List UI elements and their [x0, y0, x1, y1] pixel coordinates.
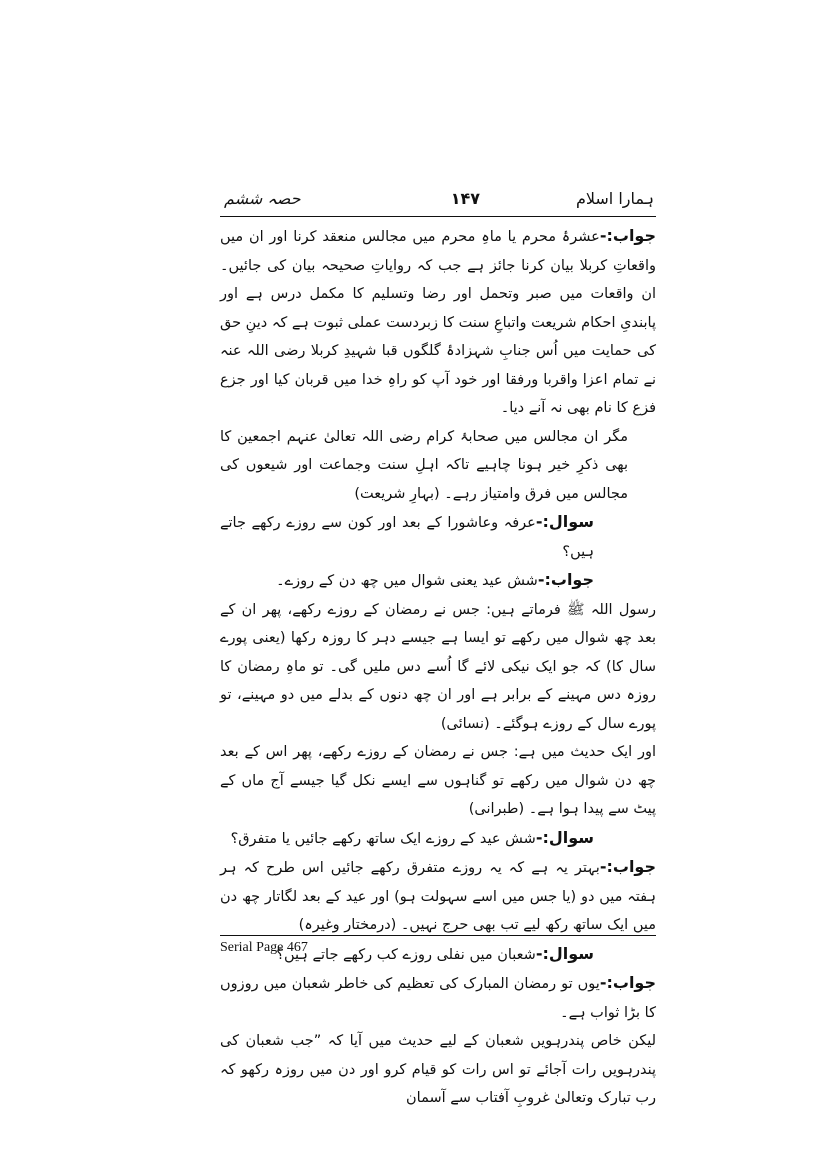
- paragraph-shaban-hadith: [220, 1027, 656, 1113]
- answer-label: جواب:-: [599, 226, 656, 245]
- book-page: [220, 176, 656, 1106]
- page-body: [220, 222, 656, 1113]
- paragraph-text: یوں تو رمضان المبارک کی تعظیم کی خاطر شعبان میں روزوں کا بڑا ثواب ہے۔: [220, 976, 656, 1021]
- question-label: سوال:-: [535, 943, 594, 963]
- paragraph-answer-shaban: [220, 969, 656, 1027]
- paragraph-text: عرفہ وعاشورا کے بعد اور کون سے روزے رکھے جاتے ہیں؟: [220, 515, 594, 560]
- paragraph-sahaba-mention: [220, 423, 656, 509]
- paragraph-question-fasts: [220, 508, 656, 566]
- paragraph-text: شش عید کے روزے ایک ساتھ رکھے جائیں یا متفرق؟: [230, 830, 536, 847]
- answer-label: جواب:-: [599, 973, 656, 992]
- paragraph-answer-majalis: [220, 222, 656, 423]
- paragraph-question-together: [220, 824, 656, 854]
- paragraph-text: عشرۂ محرم یا ماہِ محرم میں مجالس منعقد کرنا اور ان میں واقعاتِ کربلا بیان کرنا جائز ہے جب کہ روایاتِ صحیحہ بیان کی جائیں۔ ان واقعات میں صبر وتحمل اور رضا وتسلیم کا مکمل درس ہے اور پابندیِ احکام شریعت واتباعِ سنت کا زبردست عملی ثبوت ہے کہ دینِ حق کی حمایت میں اُس جنابِ شہزادۂ گلگوں قبا شہیدِ کربلا رضی اللہ عنہ نے تمام اعزا واقربا ورفقا اور خود آپ کو راہِ خدا میں قربان کیا اور جزع فزع کا نام بھی نہ آنے دیا۔: [220, 229, 656, 416]
- header-divider: [220, 216, 656, 217]
- paragraph-hadith-nasai: [220, 596, 656, 739]
- paragraph-text: شعبان میں نفلی روزے کب رکھے جاتے ہیں؟: [276, 946, 536, 963]
- book-title: ہمارا اسلام: [575, 189, 654, 208]
- answer-label: جواب:-: [599, 857, 656, 876]
- page-number: ۱۴۷: [450, 189, 480, 208]
- paragraph-text: رسول اللہ ﷺ فرماتے ہیں: جس نے رمضان کے روزے رکھے، پھر ان کے بعد چھ شوال میں رکھے تو ایسا ہے جیسے دہر کا روزہ رکھا (یعنی پورے سال کا) کہ جو ایک نیکی لائے گا اُسے دس ملیں گی۔ تو ماہِ رمضان کا روزہ دس مہینے کے برابر ہے اور ان چھ دنوں کے بدلے میں دو مہینے، تو پورے سال کے روزے ہوگئے۔ (نسائی): [220, 601, 656, 732]
- question-label: سوال:-: [535, 827, 594, 847]
- paragraph-text: مگر ان مجالس میں صحابۂ کرام رضی اللہ تعالیٰ عنہم اجمعین کا بھی ذکرِ خیر ہونا چاہیے تاکہ اہلِ سنت وجماعت اور شیعوں کی مجالس میں فرق وامتیاز رہے۔ (بہارِ شریعت): [220, 428, 628, 502]
- question-label: سوال:-: [535, 512, 594, 531]
- paragraph-text: شش عید یعنی شوال میں چھ دن کے روزے۔: [276, 573, 538, 589]
- answer-label: جواب:-: [537, 570, 594, 589]
- paragraph-answer-separate: [220, 853, 656, 940]
- serial-page-label: Serial Page 467: [220, 940, 308, 955]
- paragraph-hadith-tabrani: [220, 738, 656, 824]
- section-title: حصہ ششم: [224, 189, 301, 208]
- paragraph-text: اور ایک حدیث میں ہے: جس نے رمضان کے روزے رکھے، پھر اس کے بعد چھ دن شوال میں رکھے تو گناہوں سے ایسے نکل گیا جیسے آج ماں کے پیٹ سے پیدا ہوا ہے۔ (طبرانی): [220, 744, 656, 817]
- footer-divider: [220, 935, 656, 936]
- page-header: [220, 184, 656, 216]
- paragraph-text: بہتر یہ ہے کہ یہ روزے متفرق رکھے جائیں اس طرح کہ ہر ہفتہ میں دو (یا جس میں اسے سہولت ہو) اور عید کے بعد لگاتار چھ دن میں ایک ساتھ رکھ لیے تب بھی حرج نہیں۔ (درمختار وغیرہ): [220, 860, 656, 933]
- paragraph-answer-shash-eid: [220, 566, 656, 596]
- paragraph-text: لیکن خاص پندرہویں شعبان کے لیے حدیث میں آیا کہ ”جب شعبان کی پندرہویں رات آجائے تو اس رات کو قیام کرو اور دن میں روزہ رکھو کہ رب تبارک وتعالیٰ غروبِ آفتاب سے آسمان: [220, 1033, 656, 1106]
